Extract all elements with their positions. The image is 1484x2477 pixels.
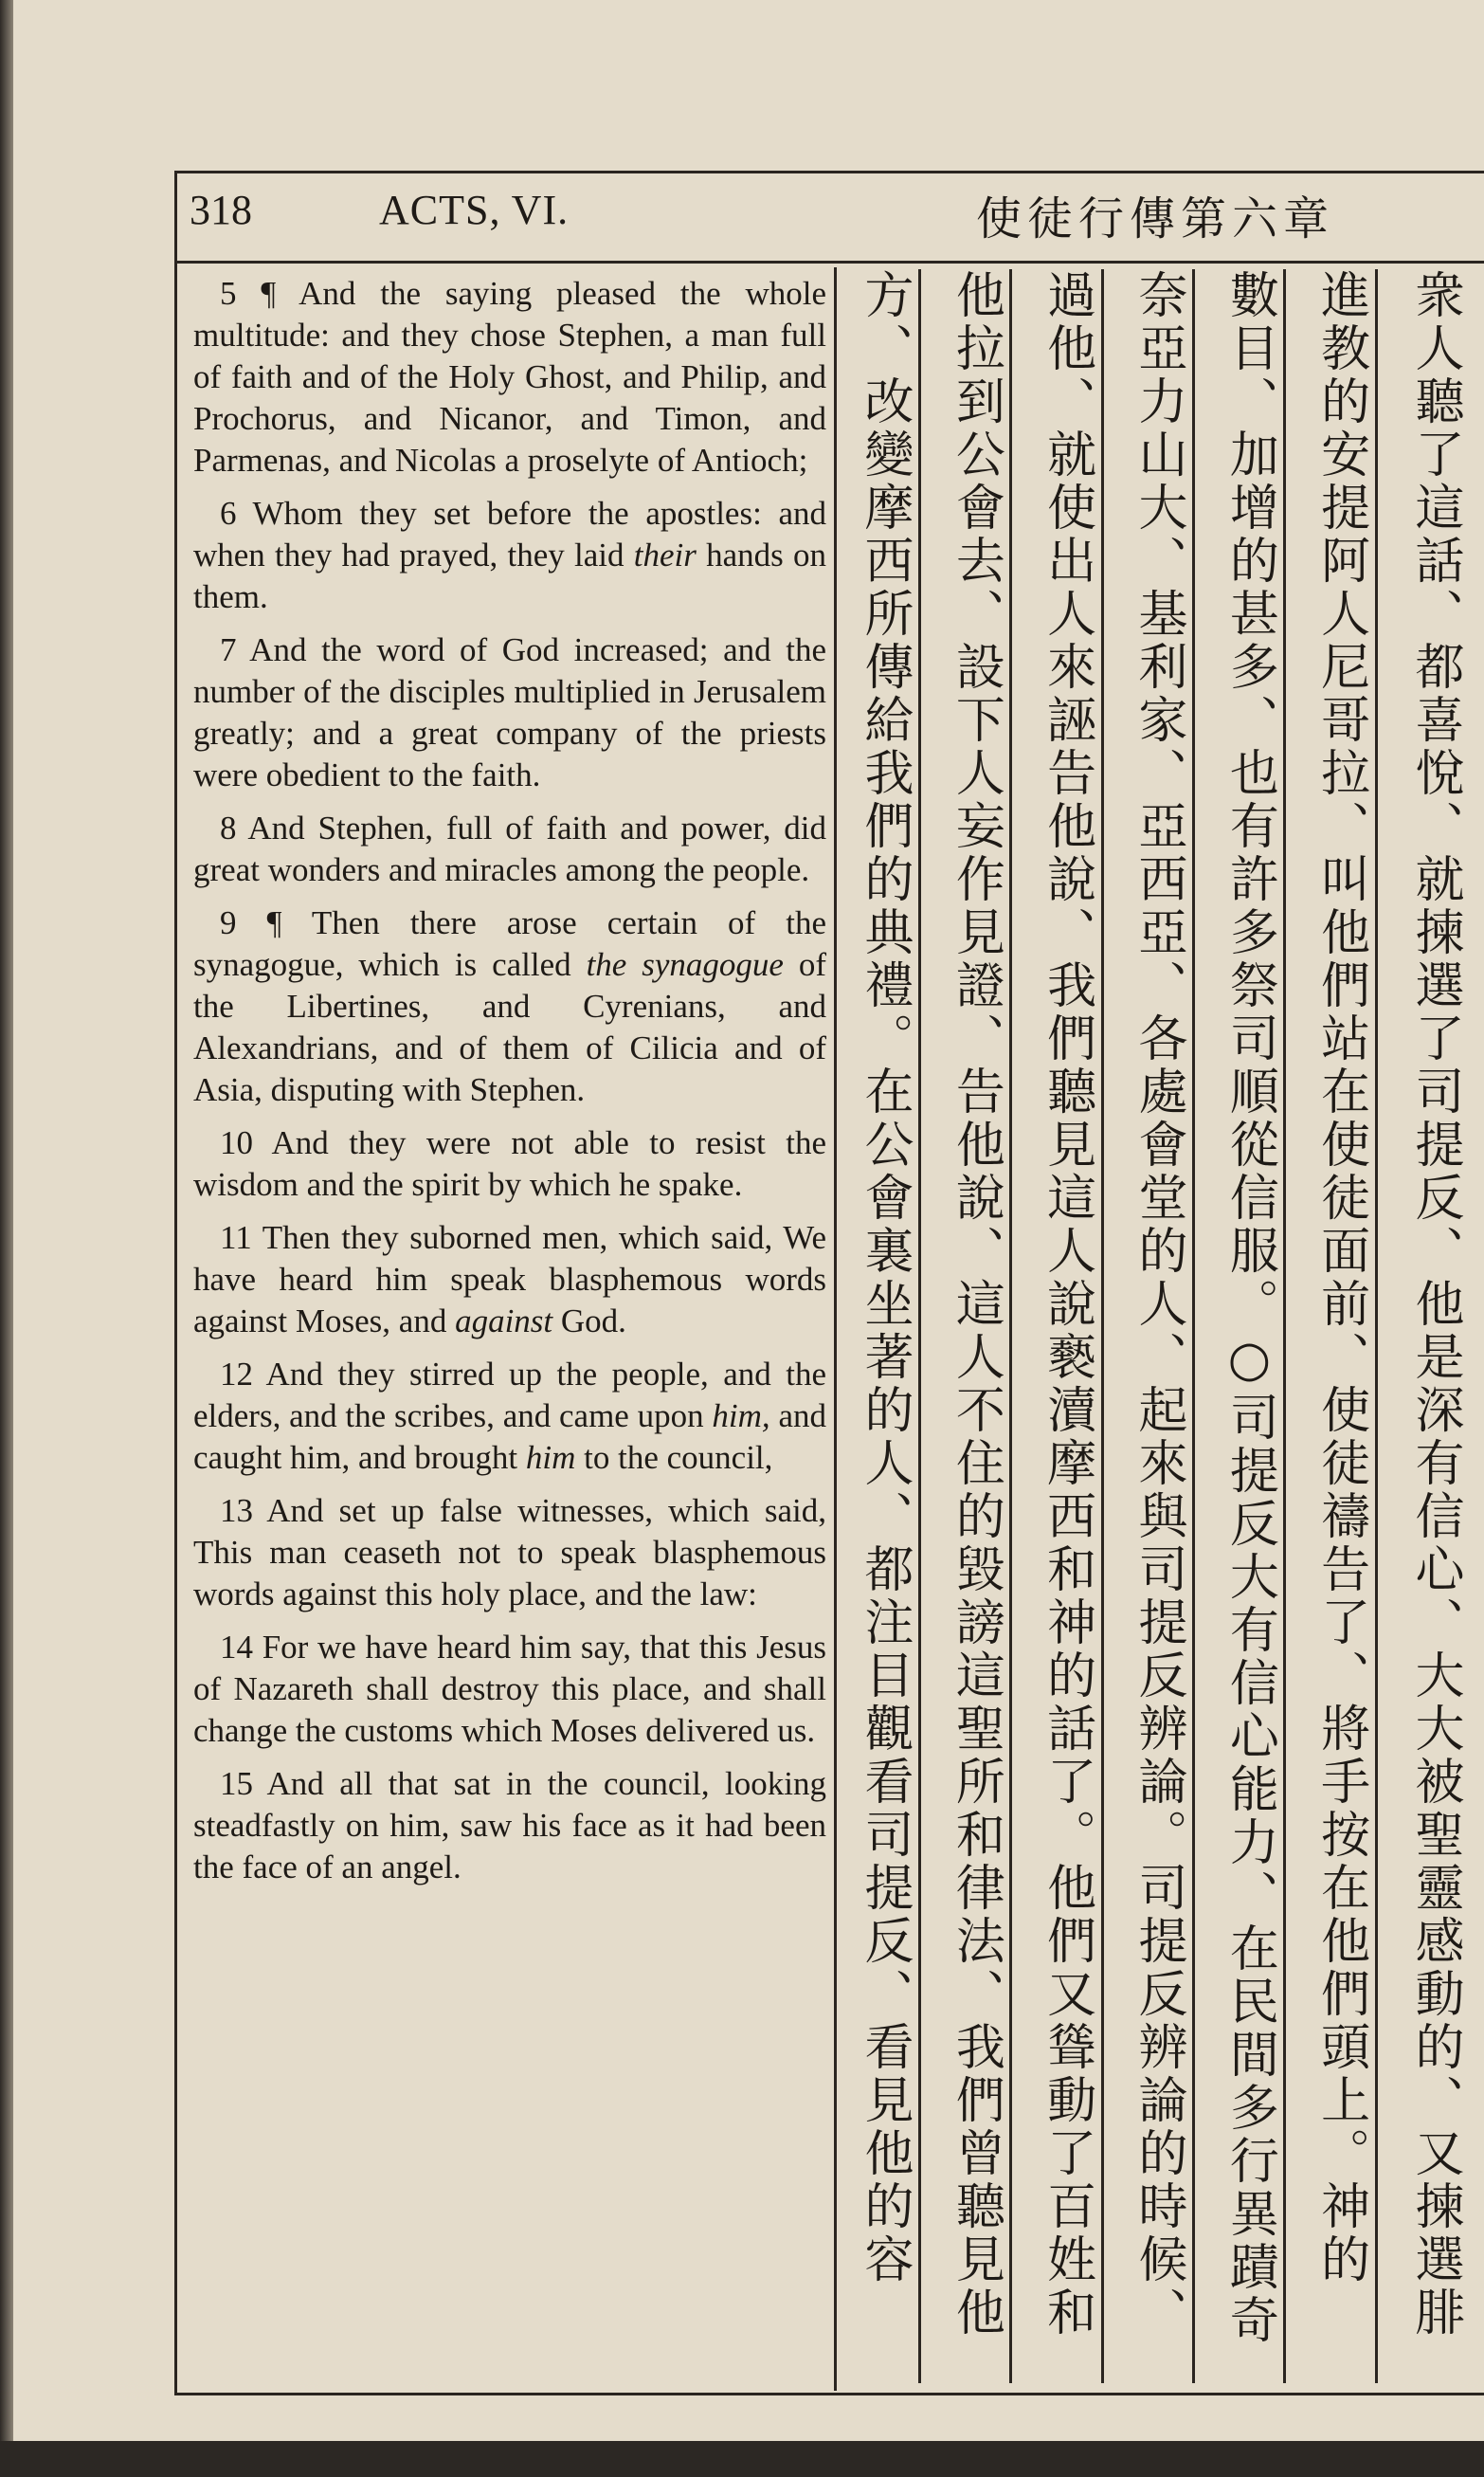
- book-spine: [0, 0, 13, 2477]
- column-divider: [834, 267, 837, 2391]
- verse-12: 12 And they stirred up the people, and the elders, and the scribes, and came upon him, and caught him, and brought him to the council,: [193, 1356, 826, 1476]
- page-bottom-edge: [0, 2441, 1484, 2477]
- chinese-column-7: 方、改變摩西所傳給我們的典禮。在公會裏坐著的人、都注目觀看司提反、看見他的容: [853, 269, 921, 2383]
- running-head: ACTS, VI.: [379, 187, 570, 233]
- verse-10: 10 And they were not able to resist the wisdom and the spirit by which he spake.: [193, 1124, 826, 1203]
- verse-8: 8 And Stephen, full of faith and power, did great wonders and miracles among the people.: [193, 810, 826, 888]
- chinese-column-5: 過他、就使出人來誣告他說、我們聽見這人說褻瀆摩西和神的話了。他們又聳動了百姓和: [1036, 269, 1104, 2383]
- chinese-column-3: 數目、加增的甚多、也有許多祭司順從信服。○司提反大有信心能力、在民間多行異蹟奇: [1218, 269, 1286, 2383]
- verse-5: 5 ¶ And the saying pleased the whole multitude: and they chose Stephen, a man full of faith and of the Holy Ghost, and Philip, and Prochorus, and Nicanor, and Timon, and Parmenas, and Nicolas a proselyte of Antioch;: [193, 275, 826, 479]
- chinese-column-2: 進教的安提阿人尼哥拉、叫他們站在使徒面前、使徒禱告了、將手按在他們頭上。神的: [1310, 269, 1378, 2383]
- verse-6: 6 Whom they set before the apostles: and when they had prayed, they laid their hands on them.: [193, 495, 826, 615]
- page-number: 318: [190, 187, 252, 233]
- verse-13: 13 And set up false witnesses, which said, This man ceaseth not to speak blasphemous words against this holy place, and the law:: [193, 1492, 826, 1612]
- verse-11: 11 Then they suborned men, which said, We have heard him speak blasphemous words against Moses, and against God.: [193, 1219, 826, 1339]
- running-head-chinese: 使徒行傳第六章: [976, 192, 1335, 246]
- english-text-column: [193, 273, 826, 2382]
- chinese-text-block: [853, 269, 1469, 2383]
- verse-9: 9 ¶ Then there arose certain of the synagogue, which is called the synagogue of the Libertines, and Cyrenians, and Alexandrians, and of them of Cilicia and of Asia, disputing with Stephen.: [193, 904, 827, 1108]
- chinese-column-1: 衆人聽了這話、都喜悅、就揀選了司提反、他是深有信心、大大被聖靈感動的、又揀選腓: [1405, 269, 1463, 2340]
- verse-15: 15 And all that sat in the council, looking steadfastly on him, saw his face as it had been the face of an angel.: [193, 1765, 826, 1885]
- verse-7: 7 And the word of God increased; and the number of the disciples multiplied in Jerusalem greatly; and a great company of the priests were obedient to the faith.: [193, 631, 826, 793]
- chinese-column-6: 他拉到公會去、設下人妄作見證、告他說、這人不住的毀謗這聖所和律法、我們曾聽見他: [944, 269, 1012, 2383]
- verse-14: 14 For we have heard him say, that this Jesus of Nazareth shall destroy this place, and shall change the customs which Moses delivered us.: [193, 1629, 826, 1749]
- chinese-column-4: 奈亞力山大、基利家、亞西亞、各處會堂的人、起來與司提反辨論。司提反辨論的時候、: [1127, 269, 1195, 2383]
